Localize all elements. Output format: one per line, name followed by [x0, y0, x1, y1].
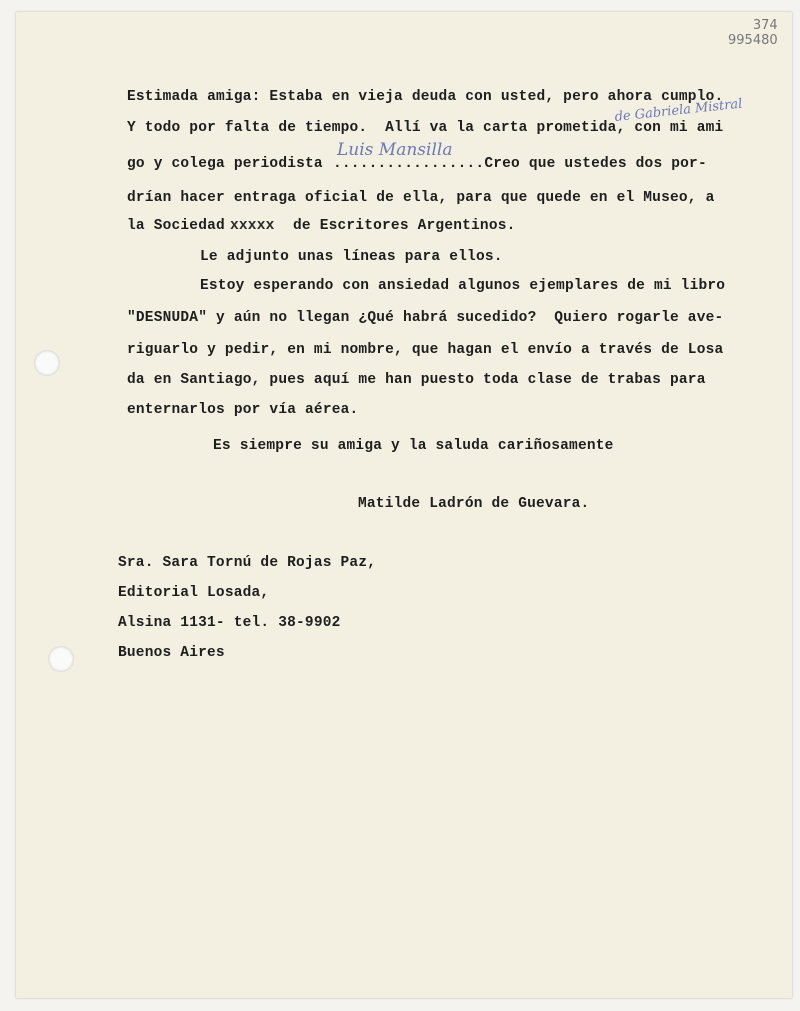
- address-line: Sra. Sara Tornú de Rojas Paz,: [118, 555, 377, 571]
- body-line: .................Creo que ustedes dos por-: [333, 156, 707, 172]
- body-line: drían hacer entraga oficial de ella, para que quede en el Museo, a: [127, 190, 715, 206]
- closing-line: Es siempre su amiga y la saluda cariñosamente: [213, 438, 614, 454]
- handwritten-insert: Luis Mansilla: [337, 140, 453, 160]
- body-line: "DESNUDA" y aún no llegan ¿Qué habrá sucedido? Quiero rogarle ave-: [127, 310, 724, 326]
- body-line: enternarlos por vía aérea.: [127, 402, 359, 418]
- body-line: go y colega periodista: [127, 156, 323, 172]
- archive-ref-top: 374: [752, 18, 778, 33]
- body-line: Le adjunto unas líneas para ellos.: [200, 249, 503, 265]
- signature: Matilde Ladrón de Guevara.: [358, 496, 590, 512]
- address-line: Buenos Aires: [118, 645, 225, 661]
- archive-ref-bottom: 995480: [728, 33, 778, 48]
- body-line: da en Santiago, pues aquí me han puesto toda clase de trabas para: [127, 372, 706, 388]
- punch-hole: [34, 350, 60, 376]
- body-line: riguarlo y pedir, en mi nombre, que hagan el envío a través de Losa: [127, 342, 724, 358]
- address-line: Editorial Losada,: [118, 585, 270, 601]
- body-line: Estimada amiga: Estaba en vieja deuda con usted, pero ahora cumplo.: [127, 89, 724, 105]
- body-line: Y todo por falta de tiempo. Allí va la carta prometida, con mi ami: [127, 120, 724, 136]
- body-line: de Escritores Argentinos.: [293, 218, 516, 234]
- body-line: la Sociedad: [127, 218, 225, 234]
- archive-reference: [728, 18, 778, 48]
- struck-out-text: xxxxx: [230, 218, 275, 234]
- address-line: Alsina 1131- tel. 38-9902: [118, 615, 341, 631]
- handwritten-insert: de Gabriela Mistral: [614, 96, 744, 125]
- punch-hole: [48, 646, 74, 672]
- body-line: Estoy esperando con ansiedad algunos ejemplares de mi libro: [200, 278, 726, 294]
